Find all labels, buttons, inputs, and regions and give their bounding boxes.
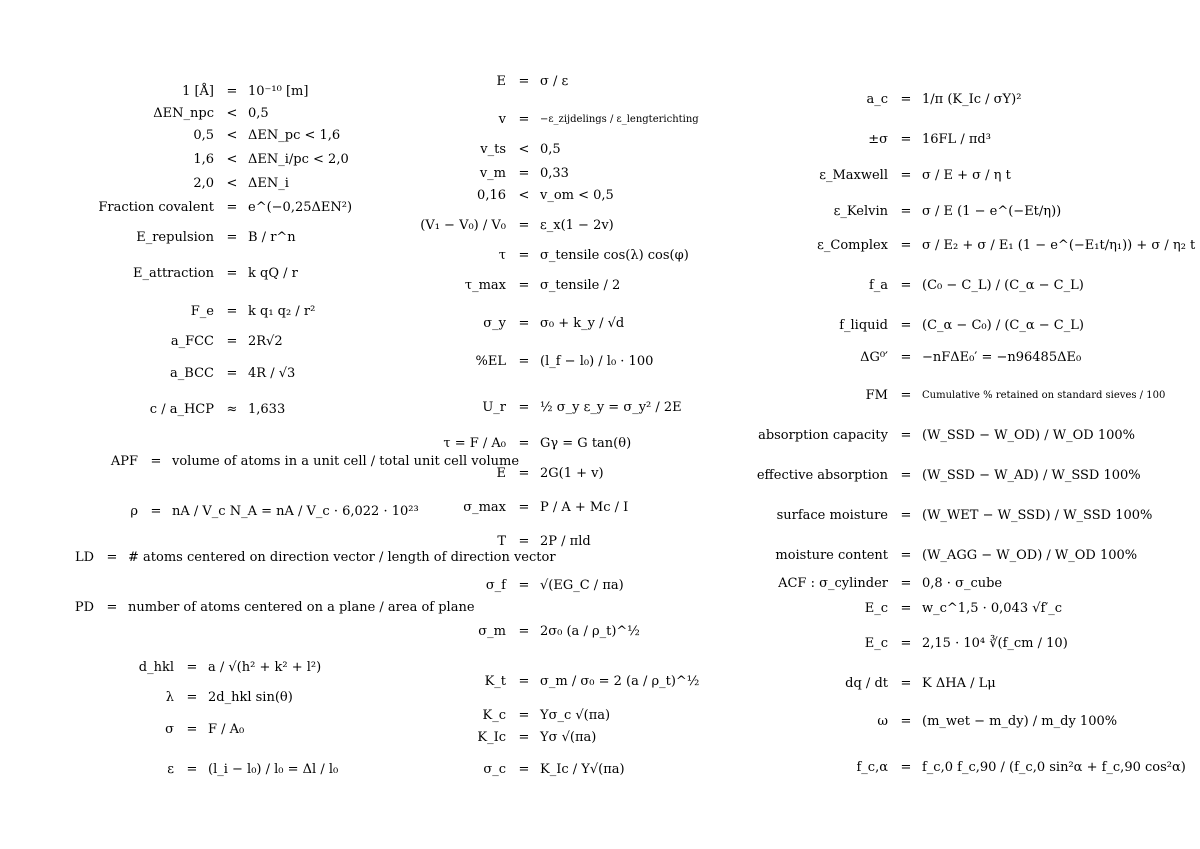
formula-operator: =: [186, 721, 198, 737]
formula-rhs: Gγ = G tan(θ): [540, 435, 632, 451]
formula-lhs: absorption capacity: [758, 427, 888, 443]
formula-operator: =: [518, 435, 530, 451]
formula-lhs: effective absorption: [756, 467, 888, 483]
formula-operator: =: [186, 761, 198, 777]
formula-lhs: f_a: [868, 277, 888, 293]
formula-operator: =: [518, 399, 530, 415]
formula-operator: =: [900, 167, 912, 183]
formula-rhs: 10⁻¹⁰ [m]: [248, 83, 309, 99]
formula-lhs: 1 [Å]: [182, 83, 214, 99]
formula-row: [400, 186, 614, 204]
formula-row: [400, 728, 596, 746]
formula-operator: =: [518, 673, 530, 689]
formula-lhs: surface moisture: [776, 507, 888, 523]
formula-row: [80, 82, 308, 100]
formula-row: [740, 200, 1061, 222]
formula-lhs: ρ: [130, 503, 138, 519]
formula-lhs: τ = F / A₀: [443, 435, 506, 451]
formula-lhs: 0,16: [477, 187, 506, 203]
formula-operator: =: [518, 707, 530, 723]
formula-operator: =: [900, 635, 912, 651]
formula-row: [740, 274, 1084, 296]
formula-row: [400, 432, 631, 454]
formula-lhs: a_BCC: [170, 365, 214, 381]
formula-row: [740, 128, 991, 150]
formula-lhs: K_Ic: [477, 729, 506, 745]
formula-lhs: σ: [165, 721, 174, 737]
formula-row: [740, 164, 1011, 186]
formula-row: [80, 362, 295, 384]
formula-rhs: (C_α − C₀) / (C_α − C_L): [922, 317, 1084, 333]
formula-lhs: E_c: [864, 600, 888, 616]
formula-row: [740, 672, 996, 694]
formula-rhs: (W_AGG − W_OD) / W_OD 100%: [922, 547, 1138, 563]
formula-rhs: 2R√2: [248, 333, 283, 349]
formula-lhs: ω: [877, 713, 888, 729]
formula-row: [740, 464, 1141, 486]
formula-rhs: Yσ √(πa): [540, 729, 597, 745]
formula-operator: =: [900, 675, 912, 691]
formula-row: [740, 424, 1135, 446]
formula-operator: =: [900, 349, 912, 365]
formula-rhs: P / A + Mc / I: [540, 499, 629, 515]
formula-operator: =: [518, 353, 530, 369]
formula-operator: =: [900, 467, 912, 483]
formula-row: [400, 140, 561, 158]
formula-row: [740, 632, 1068, 654]
formula-row: [400, 246, 689, 264]
formula-operator: =: [226, 365, 238, 381]
formula-rhs: k q₁ q₂ / r²: [248, 303, 316, 319]
formula-operator: =: [518, 465, 530, 481]
formula-row: [400, 574, 624, 596]
formula-lhs: APF: [110, 453, 138, 469]
formula-rhs: −ε_zijdelings / ε_lengterichting: [540, 113, 699, 125]
formula-operator: =: [900, 91, 912, 107]
formula-operator: =: [518, 315, 530, 331]
formula-row: [400, 164, 569, 182]
formula-operator: =: [518, 217, 530, 233]
formula-operator: =: [106, 599, 118, 615]
formula-operator: =: [518, 533, 530, 549]
formula-rhs: σ₀ + k_y / √d: [540, 315, 625, 331]
formula-rhs: e^(−0,25ΔEN²): [248, 199, 353, 215]
formula-rhs: (W_WET − W_SSD) / W_SSD 100%: [922, 507, 1153, 523]
formula-rhs: 0,5: [248, 105, 269, 121]
formula-rhs: σ_tensile cos(λ) cos(φ): [540, 247, 689, 263]
formula-row: [400, 70, 568, 92]
formula-operator: =: [226, 199, 238, 215]
formula-operator: =: [226, 265, 238, 281]
formula-rhs: v_om < 0,5: [540, 187, 614, 203]
formula-row: [740, 384, 1165, 406]
formula-row: [400, 670, 699, 692]
formula-row: [740, 544, 1137, 566]
formula-lhs: Fraction covalent: [98, 199, 214, 215]
formula-operator: =: [518, 165, 530, 181]
formula-rhs: (l_f − l₀) / l₀ · 100: [540, 353, 654, 369]
formula-rhs: 0,8 · σ_cube: [922, 575, 1003, 591]
formula-rhs: ΔEN_pc < 1,6: [248, 127, 341, 143]
formula-operator: =: [900, 237, 912, 253]
formula-lhs: F_e: [190, 303, 214, 319]
formula-lhs: λ: [165, 689, 174, 705]
formula-row: [400, 108, 699, 130]
formula-rhs: Yσ_c √(πa): [540, 707, 611, 723]
formula-row: [400, 312, 624, 334]
formula-rhs: K_Ic / Y√(πa): [540, 761, 625, 777]
formula-operator: =: [900, 600, 912, 616]
formula-rhs: 0,5: [540, 141, 561, 157]
formula-row: [80, 300, 315, 322]
formula-lhs: E_attraction: [132, 265, 214, 281]
formula-operator: =: [106, 549, 118, 565]
formula-rhs: Cumulative % retained on standard sieves / 100: [922, 389, 1166, 401]
formula-lhs: ε: [167, 761, 174, 777]
formula-lhs: v_ts: [480, 141, 506, 157]
formula-lhs: K_c: [482, 707, 506, 723]
formula-operator: <: [518, 187, 530, 203]
formula-rhs: k qQ / r: [248, 265, 298, 281]
formula-lhs: v: [498, 111, 506, 127]
formula-lhs: f_c,α: [856, 759, 888, 775]
formula-rhs: 2,15 · 10⁴ ∛(f_cm / 10): [922, 635, 1068, 651]
formula-row: [740, 348, 1081, 366]
formula-rhs: F / A₀: [208, 721, 245, 737]
formula-row: [80, 174, 289, 192]
formula-operator: <: [226, 105, 238, 121]
formula-rhs: 16FL / πd³: [922, 131, 991, 147]
formula-lhs: E_repulsion: [136, 229, 214, 245]
formula-row: [400, 758, 625, 780]
formula-lhs: σ_c: [483, 761, 506, 777]
formula-row: [400, 396, 682, 418]
formula-operator: =: [186, 689, 198, 705]
formula-row: [80, 226, 296, 248]
formula-rhs: 2P / πld: [540, 533, 591, 549]
formula-rhs: (m_wet − m_dy) / m_dy 100%: [922, 713, 1118, 729]
formula-row: [70, 596, 475, 618]
formula-operator: =: [518, 577, 530, 593]
formula-row: [80, 718, 244, 740]
formula-rhs: σ / E + σ / η t: [922, 167, 1011, 183]
formula-row: [80, 656, 321, 678]
formula-row: [740, 504, 1152, 526]
formula-lhs: K_t: [484, 673, 506, 689]
formula-row: [80, 758, 338, 780]
formula-rhs: number of atoms centered on a plane / area of plane: [128, 599, 475, 615]
formula-rhs: volume of atoms in a unit cell / total unit cell volume: [172, 453, 520, 469]
formula-rhs: σ / E₂ + σ / E₁ (1 − e^(−E₁t/η₁)) + σ / η₂ t: [922, 237, 1196, 253]
formula-lhs: ACF : σ_cylinder: [778, 575, 888, 591]
formula-lhs: σ_f: [485, 577, 506, 593]
formula-lhs: U_r: [482, 399, 506, 415]
formula-operator: =: [900, 427, 912, 443]
formula-lhs: 1,6: [193, 151, 214, 167]
formula-operator: =: [900, 317, 912, 333]
formula-rhs: ε_x(1 − 2v): [540, 217, 614, 233]
formula-rhs: ½ σ_y ε_y = σ_y² / 2E: [540, 399, 682, 415]
formula-operator: <: [518, 141, 530, 157]
formula-row: [400, 464, 604, 482]
formula-lhs: d_hkl: [138, 659, 174, 675]
formula-row: [80, 198, 352, 216]
formula-rhs: w_c^1,5 · 0,043 √f′_c: [922, 600, 1063, 616]
formula-lhs: E: [496, 465, 506, 481]
formula-row: [90, 500, 419, 522]
formula-row: [740, 88, 1021, 110]
formula-rhs: −nFΔE₀′ = −n96485ΔE₀: [922, 349, 1082, 365]
formula-lhs: f_liquid: [839, 317, 888, 333]
formula-lhs: σ_m: [478, 623, 506, 639]
formula-lhs: ±σ: [868, 131, 888, 147]
formula-lhs: 0,5: [193, 127, 214, 143]
formula-lhs: ΔG⁰′: [860, 349, 888, 365]
formula-operator: <: [226, 127, 238, 143]
formula-lhs: σ_max: [463, 499, 506, 515]
formula-operator: =: [900, 131, 912, 147]
formula-lhs: PD: [74, 599, 94, 615]
formula-rhs: 1/π (K_Ic / σY)²: [922, 91, 1022, 107]
formula-row: [80, 104, 269, 122]
formula-operator: =: [226, 83, 238, 99]
formula-lhs: LD: [74, 549, 94, 565]
formula-operator: =: [900, 203, 912, 219]
formula-rhs: (l_i − l₀) / l₀ = Δl / l₀: [208, 761, 339, 777]
formula-row: [80, 150, 349, 168]
formula-lhs: ε_Maxwell: [819, 167, 888, 183]
formula-operator: =: [150, 453, 162, 469]
formula-lhs: %EL: [475, 353, 506, 369]
formula-operator: =: [226, 229, 238, 245]
formula-row: [80, 398, 285, 420]
formula-operator: =: [900, 547, 912, 563]
formula-rhs: (W_SSD − W_OD) / W_OD 100%: [922, 427, 1135, 443]
formula-row: [80, 688, 293, 706]
formula-lhs: FM: [865, 387, 888, 403]
formula-operator: =: [900, 387, 912, 403]
formula-row: [80, 126, 340, 144]
formula-row: [400, 274, 620, 296]
formula-row: [400, 530, 591, 552]
formula-rhs: ΔEN_i: [248, 175, 289, 191]
formula-lhs: E: [496, 73, 506, 89]
formula-lhs: (V₁ − V₀) / V₀: [420, 217, 506, 233]
formula-rhs: 0,33: [540, 165, 569, 181]
formula-row: [400, 706, 610, 724]
formula-lhs: a_FCC: [170, 333, 214, 349]
formula-lhs: ΔEN_npc: [153, 105, 214, 121]
formula-rhs: σ_tensile / 2: [540, 277, 621, 293]
formula-rhs: K ΔHA / Lμ: [922, 675, 996, 691]
formula-operator: <: [226, 151, 238, 167]
formula-rhs: σ_m / σ₀ = 2 (a / ρ_t)^½: [540, 673, 700, 689]
formula-rhs: B / r^n: [248, 229, 296, 245]
formula-lhs: τ_max: [464, 277, 506, 293]
formula-rhs: √(EG_C / πa): [540, 577, 624, 593]
formula-operator: =: [900, 507, 912, 523]
formula-lhs: σ_y: [483, 315, 506, 331]
formula-operator: <: [226, 175, 238, 191]
formula-rhs: # atoms centered on direction vector / length of direction vector: [128, 549, 556, 565]
formula-operator: =: [150, 503, 162, 519]
formula-operator: =: [186, 659, 198, 675]
formula-row: [740, 710, 1117, 732]
formula-row: [740, 574, 1002, 592]
formula-row: [80, 332, 283, 350]
formula-lhs: E_c: [864, 635, 888, 651]
formula-operator: =: [518, 761, 530, 777]
formula-row: [740, 756, 1186, 778]
formula-rhs: σ / ε: [540, 73, 569, 89]
formula-row: [740, 234, 1195, 256]
formula-operator: =: [518, 111, 530, 127]
formula-rhs: 2d_hkl sin(θ): [208, 689, 293, 705]
formula-row: [400, 496, 628, 518]
formula-operator: =: [226, 333, 238, 349]
formula-row: [740, 598, 1062, 618]
formula-lhs: dq / dt: [845, 675, 888, 691]
formula-operator: =: [900, 713, 912, 729]
formula-rhs: 2G(1 + v): [540, 465, 604, 481]
formula-rhs: 2σ₀ (a / ρ_t)^½: [540, 623, 640, 639]
formula-lhs: 2,0: [193, 175, 214, 191]
formula-lhs: moisture content: [775, 547, 888, 563]
formula-operator: ≈: [226, 401, 238, 417]
formula-row: [400, 620, 640, 642]
formula-lhs: ε_Complex: [817, 237, 888, 253]
formula-rhs: f_c,0 f_c,90 / (f_c,0 sin²α + f_c,90 cos²α): [922, 759, 1186, 775]
formula-rhs: a / √(h² + k² + l²): [208, 659, 322, 675]
formula-operator: =: [518, 499, 530, 515]
formula-row: [400, 350, 653, 372]
formula-operator: =: [518, 247, 530, 263]
formula-rhs: 4R / √3: [248, 365, 296, 381]
formula-lhs: v_m: [479, 165, 506, 181]
formula-lhs: T: [497, 533, 506, 549]
formula-operator: =: [900, 277, 912, 293]
formula-rhs: (C₀ − C_L) / (C_α − C_L): [922, 277, 1084, 293]
formula-operator: =: [518, 277, 530, 293]
formula-operator: =: [226, 303, 238, 319]
formula-lhs: a_c: [866, 91, 888, 107]
formula-rhs: 1,633: [248, 401, 286, 417]
formula-rhs: (W_SSD − W_AD) / W_SSD 100%: [922, 467, 1141, 483]
formula-operator: =: [518, 729, 530, 745]
formula-rhs: ΔEN_i/pc < 2,0: [248, 151, 349, 167]
formula-lhs: τ: [498, 247, 506, 263]
formula-rhs: nA / V_c N_A = nA / V_c · 6,022 · 10²³: [172, 503, 419, 519]
formula-operator: =: [518, 73, 530, 89]
formula-row: [80, 262, 298, 284]
formula-operator: =: [900, 575, 912, 591]
formula-lhs: ε_Kelvin: [833, 203, 888, 219]
formula-operator: =: [518, 623, 530, 639]
formula-rhs: σ / E (1 − e^(−Et/η)): [922, 203, 1062, 219]
formula-row: [740, 314, 1084, 336]
formula-operator: =: [900, 759, 912, 775]
formula-row: [400, 214, 614, 236]
formula-lhs: c / a_HCP: [149, 401, 214, 417]
